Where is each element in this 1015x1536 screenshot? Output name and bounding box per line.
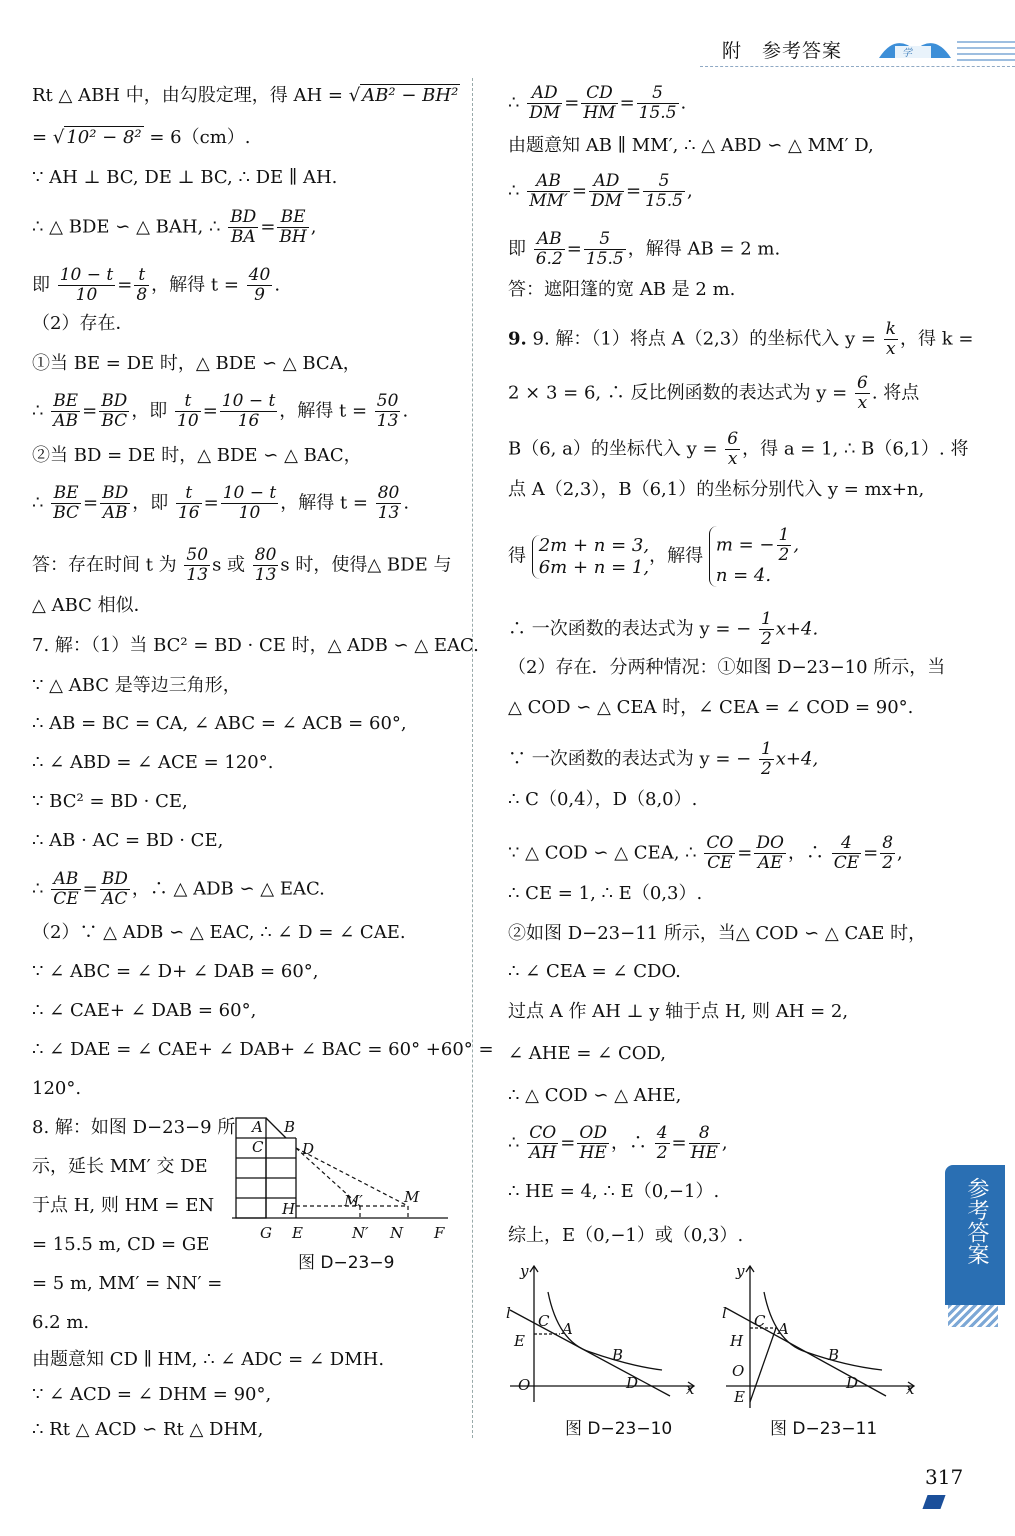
text-line: Rt △ ABH 中，由勾股定理，得 AH = √ AB² − BH² (32, 85, 459, 106)
fig-label: M (404, 1188, 420, 1206)
text-line: = 5 m, MM′ = NN′ = (32, 1273, 223, 1294)
text-line: ∵ ∠ ACD = ∠ DHM = 90°, (32, 1384, 272, 1405)
header-divider (700, 66, 1015, 67)
fig-label: N′ (352, 1224, 369, 1242)
svg-text:x: x (906, 1380, 915, 1398)
text-line: 120°. (32, 1078, 82, 1099)
fig-label: G (260, 1224, 272, 1242)
text-line: ∠ AHE = ∠ COD, (508, 1043, 667, 1064)
svg-text:D: D (626, 1374, 639, 1392)
text-line: 过点 A 作 AH ⊥ y 轴于点 H, 则 AH = 2, (508, 1001, 849, 1022)
equation-system: 2m + n = 3, 6m + n = 1, (532, 535, 649, 579)
svg-text:O: O (732, 1362, 745, 1380)
svg-text:学: 学 (902, 48, 912, 59)
text-line: 7. 解：（1）当 BC² = BD · CE 时，△ ADB ∽ △ EAC. (32, 635, 479, 656)
side-tab (945, 1165, 1005, 1305)
figure-caption: 图 D−23−11 (770, 1419, 878, 1439)
text-line: ∵ AH ⊥ BC, DE ⊥ BC, ∴ DE ∥ AH. (32, 167, 338, 188)
tab-stripes (948, 1305, 998, 1327)
text-line: ②如图 D−23−11 所示，当△ COD ∽ △ CAE 时， (508, 923, 927, 944)
text-line: B（6, a）的坐标代入 y = $\frac{6}{x}$ ，得 a = 1, ∴ B（6,1）. 将 (508, 429, 969, 469)
text-line: △ COD ∽ △ CEA 时，∠ CEA = ∠ COD = 90°. (508, 697, 914, 718)
fig-label: N (390, 1224, 404, 1242)
text-line: ∴ $\frac{AB}{CE}$ = $\frac{BD}{AC}$ ，∴ △ ADB ∽ △ EAC. (32, 869, 325, 909)
text-line: ∵ ∠ ABC = ∠ D+ ∠ DAB = 60°, (32, 961, 319, 982)
text-line: ②当 BD = DE 时，△ BDE ∽ △ BAC， (32, 445, 362, 466)
svg-text:y: y (736, 1262, 745, 1280)
text-line: ∴ ∠ ABD = ∠ ACE = 120°. (32, 752, 274, 773)
figure-caption: 图 D−23−9 (298, 1253, 395, 1273)
text-line: （2）存在． (32, 313, 134, 334)
text-line: ∴ ∠ CEA = ∠ CDO. (508, 961, 681, 982)
svg-text:A: A (778, 1320, 789, 1338)
text-line: ∵ △ COD ∽ △ CEA, ∴ $\frac{CO}{CE}$ = $\frac{DO}{AE}$ ，∴ $\frac{4}{CE}$ = $\frac{8}{2}$ , (508, 833, 903, 873)
text-line: ∴ HE = 4, ∴ E（0,−1）. (508, 1181, 720, 1202)
text-line: 示，延长 MM′ 交 DE (32, 1156, 208, 1177)
text-line: ①当 BE = DE 时，△ BDE ∽ △ BCA， (32, 353, 361, 374)
text-line: 由题意知 AB ∥ MM′, ∴ △ ABD ∽ △ MM′ D, (508, 135, 874, 156)
page-corner-icon (922, 1495, 945, 1509)
text-line: = 15.5 m, CD = GE (32, 1234, 210, 1255)
svg-text:O: O (518, 1376, 531, 1394)
fig-label: E (292, 1224, 303, 1242)
svg-text:A: A (562, 1320, 573, 1338)
text-line: 答：遮阳篷的宽 AB 是 2 m. (508, 279, 736, 300)
equation-system: m = − $\frac{1}{2}$ , n = 4. (709, 526, 799, 587)
text-line: 点 A（2,3），B（6,1）的坐标分别代入 y = mx+n, (508, 479, 925, 500)
svg-text:y: y (520, 1262, 529, 1280)
fig-label: D (302, 1140, 315, 1158)
text-line: 8. 解：如图 D−23−9 所 (32, 1117, 236, 1138)
svg-text:B: B (612, 1346, 624, 1364)
header-label: 附 参考答案 (722, 40, 843, 62)
text-line: ∴ Rt △ ACD ∽ Rt △ DHM, (32, 1419, 264, 1440)
text-line: ∴ ∠ CAE+ ∠ DAB = 60°, (32, 1000, 257, 1021)
svg-text:C: C (538, 1312, 550, 1330)
text-line: ∴ $\frac{AB}{MM'}$ = $\frac{AD}{DM}$ = $\frac{5}{15.5}$ , (508, 171, 693, 211)
fraction: $\frac{BE}{BH}$ (279, 207, 307, 247)
text-line: 综上，E（0,−1）或（0,3）. (508, 1225, 744, 1246)
text-line: ∴ 一次函数的表达式为 y = − $\frac{1}{2}$ x+4. (508, 609, 819, 649)
svg-text:l: l (506, 1304, 511, 1322)
text-line: 得 2m + n = 3, 6m + n = 1,，解得 m = − $\frac{1}{2}$ , n = 4. (508, 525, 800, 586)
figure-caption: 图 D−23−10 (565, 1419, 673, 1439)
text-line: 答：存在时间 t 为 $\frac{50}{13}$ s 或 $\frac{80}{13}$ s 时，使得△ BDE 与 (32, 545, 452, 585)
text-line: = √ 10² − 8² = 6（cm）. (32, 127, 251, 148)
svg-text:E: E (514, 1332, 525, 1350)
fig-label: C (252, 1138, 264, 1156)
svg-text:E: E (734, 1388, 745, 1406)
svg-text:B: B (828, 1346, 840, 1364)
figure-d-23-9 (228, 1112, 458, 1247)
text-line: ∴ △ BDE ∽ △ BAH, ∴ $\frac{BD}{BA}$ = $\frac{BE}{BH}$ , (32, 207, 317, 247)
fig-label: H (282, 1200, 296, 1218)
page-header (700, 28, 1015, 70)
text-line: ∵ 一次函数的表达式为 y = − $\frac{1}{2}$ x+4, (508, 739, 819, 779)
text-line: ∵ BC² = BD · CE, (32, 791, 188, 812)
text-line: ∴ $\frac{BE}{AB}$ = $\frac{BD}{BC}$ ，即 $\frac{t}{10}$ = $\frac{10 - t}{16}$ ，解得 t = $\frac{50}{13}$ . (32, 391, 409, 431)
text-line: 由题意知 CD ∥ HM, ∴ ∠ ADC = ∠ DMH. (32, 1349, 385, 1370)
text-line: ∴ CE = 1, ∴ E（0,3）. (508, 883, 703, 904)
figure-d-23-11 (716, 1262, 921, 1412)
fig-label: M′ (344, 1192, 363, 1210)
page-number: 317 (925, 1465, 964, 1489)
svg-text:l: l (722, 1304, 727, 1322)
column-divider (472, 78, 473, 1438)
text-line: ∴ ∠ DAE = ∠ CAE+ ∠ DAB+ ∠ BAC = 60° +60° = (32, 1039, 494, 1060)
svg-text:D: D (846, 1374, 859, 1392)
text-line: △ ABC 相似． (32, 595, 152, 616)
text-line: ∴ △ COD ∽ △ AHE, (508, 1085, 682, 1106)
fraction: $\frac{BD}{BA}$ (230, 207, 257, 247)
text-line: ∴ C（0,4），D（8,0）. (508, 789, 698, 810)
text-line: 2 × 3 = 6, ∴ 反比例函数的表达式为 y = $\frac{6}{x}$ . 将点 (508, 373, 920, 413)
text-line: ∴ AB · AC = BD · CE, (32, 830, 224, 851)
text-line: ∵ △ ABC 是等边三角形， (32, 675, 241, 696)
svg-text:x: x (686, 1380, 695, 1398)
text-line: ∴ $\frac{BE}{BC}$ = $\frac{BD}{AB}$ ，即 $\frac{t}{16}$ = $\frac{10 - t}{10}$ ，解得 t = $\frac{80}{13}$ . (32, 483, 410, 523)
fig-label: B (284, 1118, 296, 1136)
text-line: （2）∵ △ ADB ∽ △ EAC, ∴ ∠ D = ∠ CAE. (32, 922, 406, 943)
side-tab-label: 参考答案 (964, 1177, 989, 1265)
text-line: 于点 H, 则 HM = EN (32, 1195, 215, 1216)
text-line: 6.2 m. (32, 1312, 90, 1333)
text-line: 9. 9. 解：（1）将点 A（2,3）的坐标代入 y = $\frac{k}{x}$ ，得 k = (508, 319, 974, 359)
figure-d-23-10 (500, 1262, 700, 1412)
svg-text:C: C (754, 1312, 766, 1330)
text-line: ∴ AB = BC = CA, ∠ ABC = ∠ ACB = 60°, (32, 713, 407, 734)
text-line: 即 $\frac{10 - t}{10}$ = $\frac{t}{8}$ ，解得 t = $\frac{40}{9}$ . (32, 265, 281, 305)
fig-label: A (252, 1118, 263, 1136)
text-line: 即 $\frac{AB}{6.2}$ = $\frac{5}{15.5}$ ，解得 AB = 2 m. (508, 229, 781, 269)
text-line: （2）存在．分两种情况：①如图 D−23−10 所示，当 (508, 657, 946, 678)
svg-text:H: H (730, 1332, 744, 1350)
fig-label: F (434, 1224, 445, 1242)
book-logo-icon (875, 28, 1015, 68)
text-line: ∴ $\frac{AD}{DM}$ = $\frac{CD}{HM}$ = $\frac{5}{15.5}$ . (508, 83, 687, 123)
text-line: ∴ $\frac{CO}{AH}$ = $\frac{OD}{HE}$ ，∴ $\frac{4}{2}$ = $\frac{8}{HE}$ , (508, 1123, 728, 1163)
